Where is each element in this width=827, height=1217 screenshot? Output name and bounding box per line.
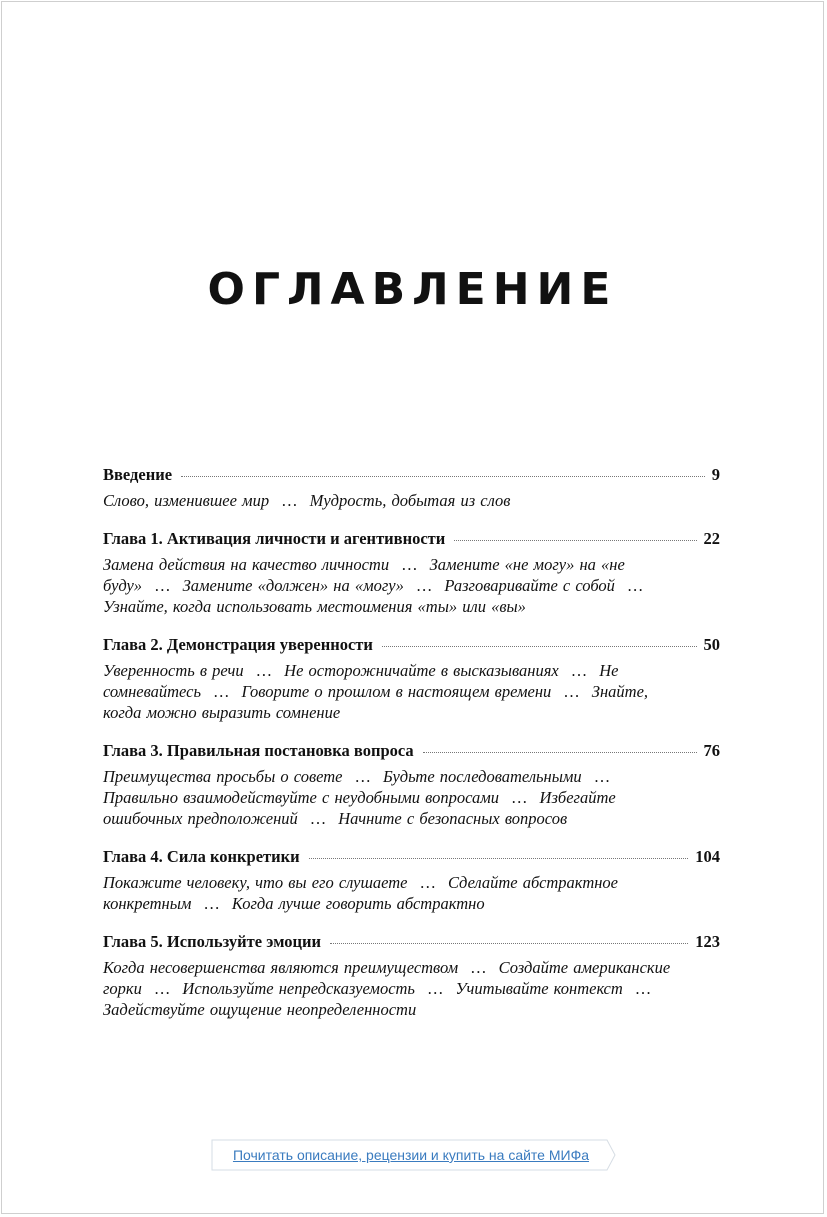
toc-separator: … xyxy=(593,767,611,786)
toc-leader-dots xyxy=(423,752,697,753)
toc-separator: … xyxy=(153,979,171,998)
buy-link-box[interactable] xyxy=(211,1139,616,1171)
toc-heading-row xyxy=(103,528,720,550)
toc-subsection: Мудрость, добытая из слов xyxy=(309,491,511,510)
toc-separator: … xyxy=(415,576,433,595)
toc-separator: … xyxy=(154,576,171,595)
page-title: ОГЛАВЛЕНИЕ xyxy=(207,264,618,315)
toc-separator: … xyxy=(626,576,644,595)
toc-entry xyxy=(103,931,720,1020)
toc-subsections xyxy=(103,554,688,617)
toc-leader-dots xyxy=(382,646,697,647)
toc-separator: … xyxy=(419,873,437,892)
toc-separator: … xyxy=(255,661,273,680)
toc-subsection: Когда лучше говорить абстрактно xyxy=(231,894,485,913)
toc-subsection: Узнайте, когда использовать местоимения «ты» или «вы» xyxy=(103,597,526,616)
toc-heading-row xyxy=(103,846,720,868)
toc-separator: … xyxy=(309,809,327,828)
toc-heading-row xyxy=(103,464,720,486)
toc-subsection: Используйте непредсказуемость xyxy=(182,979,415,998)
toc-subsection: Замените «не могу» на «не буду» xyxy=(103,555,625,595)
page xyxy=(1,1,824,1214)
toc-subsections xyxy=(103,957,688,1020)
toc-subsection: Будьте последовательными xyxy=(382,767,582,786)
toc-separator: … xyxy=(470,958,487,977)
toc-heading-row xyxy=(103,634,720,656)
toc-subsection: Покажите человеку, что вы его слушаете xyxy=(103,873,408,892)
toc-separator: … xyxy=(354,767,371,786)
toc-subsection: Говорите о прошлом в настоящем времени xyxy=(241,682,552,701)
toc-page-number: 123 xyxy=(695,932,720,951)
toc-subsections xyxy=(103,490,688,511)
toc-page-number: 76 xyxy=(703,741,720,760)
toc-subsection: Уверенность в речи xyxy=(103,661,244,680)
table-of-contents xyxy=(103,464,720,1037)
toc-entry xyxy=(103,464,720,511)
toc-subsection: Знайте, когда можно выразить сомнение xyxy=(103,682,649,722)
toc-separator: … xyxy=(401,555,418,574)
toc-subsection: Создайте американские горки xyxy=(103,958,671,998)
toc-subsection: Замена действия на качество личности xyxy=(103,555,390,574)
toc-entry xyxy=(103,740,720,829)
toc-subsections xyxy=(103,872,688,914)
toc-subsection: Замените «должен» на «могу» xyxy=(182,576,404,595)
toc-subsection: Слово, изменившее мир xyxy=(103,491,270,510)
toc-entry xyxy=(103,528,720,617)
toc-separator: … xyxy=(212,682,230,701)
toc-subsection: Правильно взаимодействуйте с неудобными вопросами xyxy=(103,788,500,807)
toc-subsection: Сделайте абстрактное конкретным xyxy=(103,873,618,913)
toc-separator: … xyxy=(281,491,298,510)
toc-heading: Глава 3. Правильная постановка вопроса xyxy=(103,741,414,760)
toc-subsection: Разговаривайте с собой xyxy=(444,576,615,595)
toc-subsection: Избегайте ошибочных предположений xyxy=(103,788,616,828)
toc-separator: … xyxy=(511,788,528,807)
toc-leader-dots xyxy=(181,476,705,477)
toc-subsection: Преимущества просьбы о совете xyxy=(103,767,343,786)
toc-page-number: 22 xyxy=(703,529,720,548)
toc-separator: … xyxy=(426,979,444,998)
toc-separator: … xyxy=(203,894,220,913)
toc-entry xyxy=(103,846,720,914)
toc-subsection: Начните с безопасных вопросов xyxy=(338,809,568,828)
toc-page-number: 104 xyxy=(695,847,720,866)
toc-separator: … xyxy=(570,661,588,680)
toc-separator: … xyxy=(563,682,580,701)
toc-leader-dots xyxy=(454,540,696,541)
toc-leader-dots xyxy=(309,858,689,859)
toc-page-number: 50 xyxy=(703,635,720,654)
toc-page-number: 9 xyxy=(711,465,720,484)
toc-subsection: Задействуйте ощущение неопределенности xyxy=(103,1000,417,1019)
toc-heading-row xyxy=(103,740,720,762)
toc-heading-row xyxy=(103,931,720,953)
toc-heading: Глава 1. Активация личности и агентивности xyxy=(103,529,446,548)
toc-heading: Введение xyxy=(103,465,173,484)
toc-subsection: Не осторожничайте в высказываниях xyxy=(284,661,559,680)
buy-link[interactable]: Почитать описание, рецензии и купить на сайте МИФа xyxy=(232,1147,590,1163)
toc-heading: Глава 2. Демонстрация уверенности xyxy=(103,635,373,654)
toc-entry xyxy=(103,634,720,723)
toc-separator: … xyxy=(634,979,652,998)
toc-heading: Глава 5. Используйте эмоции xyxy=(103,932,321,951)
toc-heading: Глава 4. Сила конкретики xyxy=(103,847,300,866)
toc-leader-dots xyxy=(330,943,688,944)
toc-subsections xyxy=(103,660,688,723)
toc-subsection: Когда несовершенства являются преимуществом xyxy=(103,958,459,977)
toc-subsection: Учитывайте контекст xyxy=(455,979,623,998)
toc-subsections xyxy=(103,766,688,829)
toc-subsection: Не сомневайтесь xyxy=(103,661,619,701)
